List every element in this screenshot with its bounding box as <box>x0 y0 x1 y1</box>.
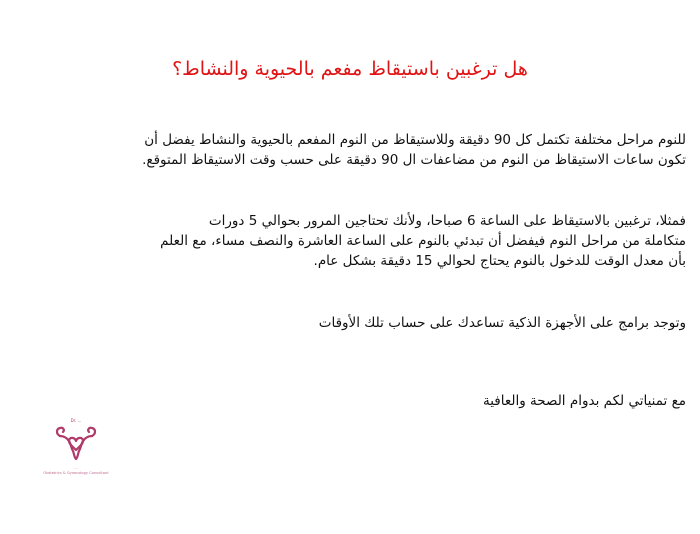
paragraph-sleep-stages <box>26 130 686 170</box>
paragraph-line: للنوم مراحل مختلفة تكتمل كل 90 دقيقة وللاستيقاظ من النوم المفعم بالحيوية والنشاط يفضل أن <box>144 132 686 148</box>
paragraph-line: فمثلا، ترغبين بالاستيقاظ على الساعة 6 صباحا، ولأنك تحتاجين المرور بحوالي 5 دورات <box>208 213 686 229</box>
paragraph-line: وتوجد برامج على الأجهزة الذكية تساعدك على حساب تلك الأوقات <box>318 315 686 331</box>
paragraph-closing <box>26 391 686 411</box>
clinic-logo <box>40 418 112 488</box>
page-title: هل ترغبين باستيقاظ مفعم بالحيوية والنشاط؟ <box>172 58 528 80</box>
paragraph-line: بأن معدل الوقت للدخول بالنوم يحتاج لحوالي 15 دقيقة بشكل عام. <box>313 253 686 269</box>
logo-specialty: Obstetrics & Gynecology Consultant <box>43 471 109 475</box>
paragraph-line: تكون ساعات الاستيقاظ من النوم من مضاعفات ال 90 دقيقة على حسب وقت الاستيقاظ المتوقع. <box>142 152 686 168</box>
logo-top-text: Dr. ... <box>70 418 82 423</box>
paragraph-apps <box>26 313 686 333</box>
paragraph-example <box>26 211 686 271</box>
paragraph-line: مع تمنياتي لكم بدوام الصحة والعافية <box>482 393 686 409</box>
paragraph-line: متكاملة من مراحل النوم فيفضل أن تبدئي بالنوم على الساعة العاشرة والنصف مساء، مع العلم <box>160 233 686 249</box>
logo-subtitle: ... <box>74 466 78 470</box>
uterus-icon <box>54 424 98 464</box>
